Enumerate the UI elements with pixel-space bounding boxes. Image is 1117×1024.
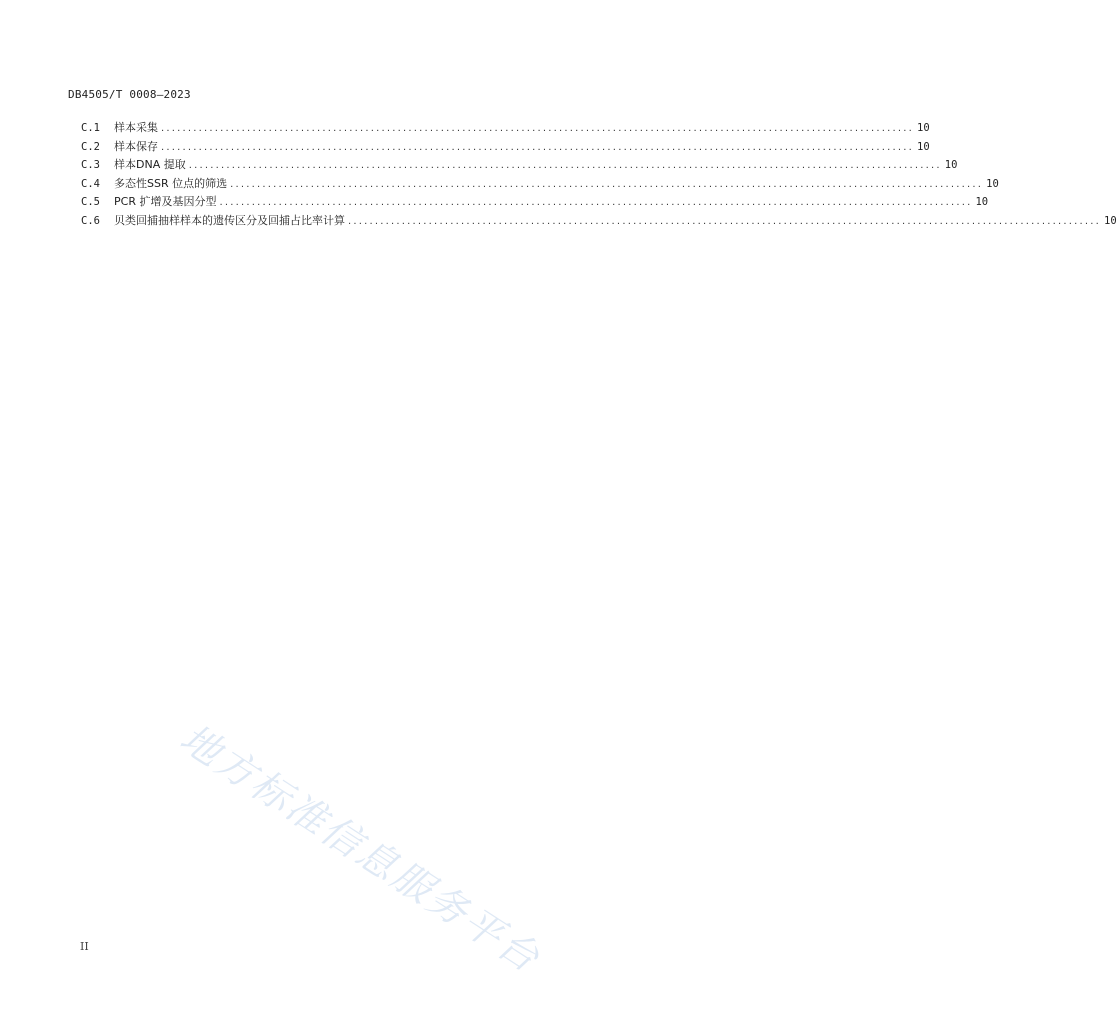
- watermark-text: 地方标准信息服务平台: [171, 716, 549, 983]
- toc-entry-page: 10: [1104, 214, 1117, 227]
- page-number: II: [80, 940, 89, 953]
- toc-leader-dots: ............................................................................................................................................: [161, 141, 915, 153]
- toc-entry-c3[interactable]: [81, 156, 958, 175]
- toc-entry-page: 10: [986, 177, 999, 190]
- toc-entry-page: 10: [917, 122, 930, 134]
- toc-entry-title: 样本保存: [114, 139, 158, 153]
- toc-entry-title: 样本采集: [114, 121, 158, 134]
- toc-entry-c1[interactable]: [81, 119, 930, 138]
- toc-entry-number: C.4: [81, 177, 100, 190]
- toc-entry-c5[interactable]: [81, 193, 989, 212]
- toc-entry-c4[interactable]: [81, 175, 999, 194]
- toc-entry-title: 样本DNA 提取: [114, 158, 186, 171]
- toc-entry-number: C.2: [81, 140, 100, 153]
- toc-entry-number: C.6: [81, 214, 100, 227]
- toc-entry-number: C.3: [81, 159, 100, 171]
- toc-entry-page: 10: [944, 159, 958, 171]
- document-code: DB4505/T 0008—2023: [68, 88, 191, 101]
- toc-entry-c2[interactable]: [81, 138, 930, 157]
- toc-entry-number: C.1: [81, 122, 100, 134]
- toc-entry-title: PCR 扩增及基因分型: [114, 195, 217, 208]
- toc-entry-page: 10: [917, 140, 930, 153]
- toc-leader-dots: ............................................................................................................................................: [188, 160, 942, 171]
- toc-entry-number: C.5: [81, 196, 100, 208]
- toc-entry-c6[interactable]: [81, 212, 1117, 231]
- table-of-contents: [81, 119, 1117, 230]
- toc-leader-dots: ............................................................................................................................................: [219, 197, 973, 208]
- toc-leader-dots: ............................................................................................................................................: [161, 123, 915, 134]
- toc-entry-title: 贝类回捕抽样样本的遗传区分及回捕占比率计算: [114, 213, 345, 227]
- toc-entry-title: 多态性SSR 位点的筛选: [114, 176, 228, 190]
- toc-leader-dots: ............................................................................................................................................: [348, 215, 1102, 227]
- toc-entry-page: 10: [975, 196, 989, 208]
- toc-leader-dots: ............................................................................................................................................: [230, 178, 984, 190]
